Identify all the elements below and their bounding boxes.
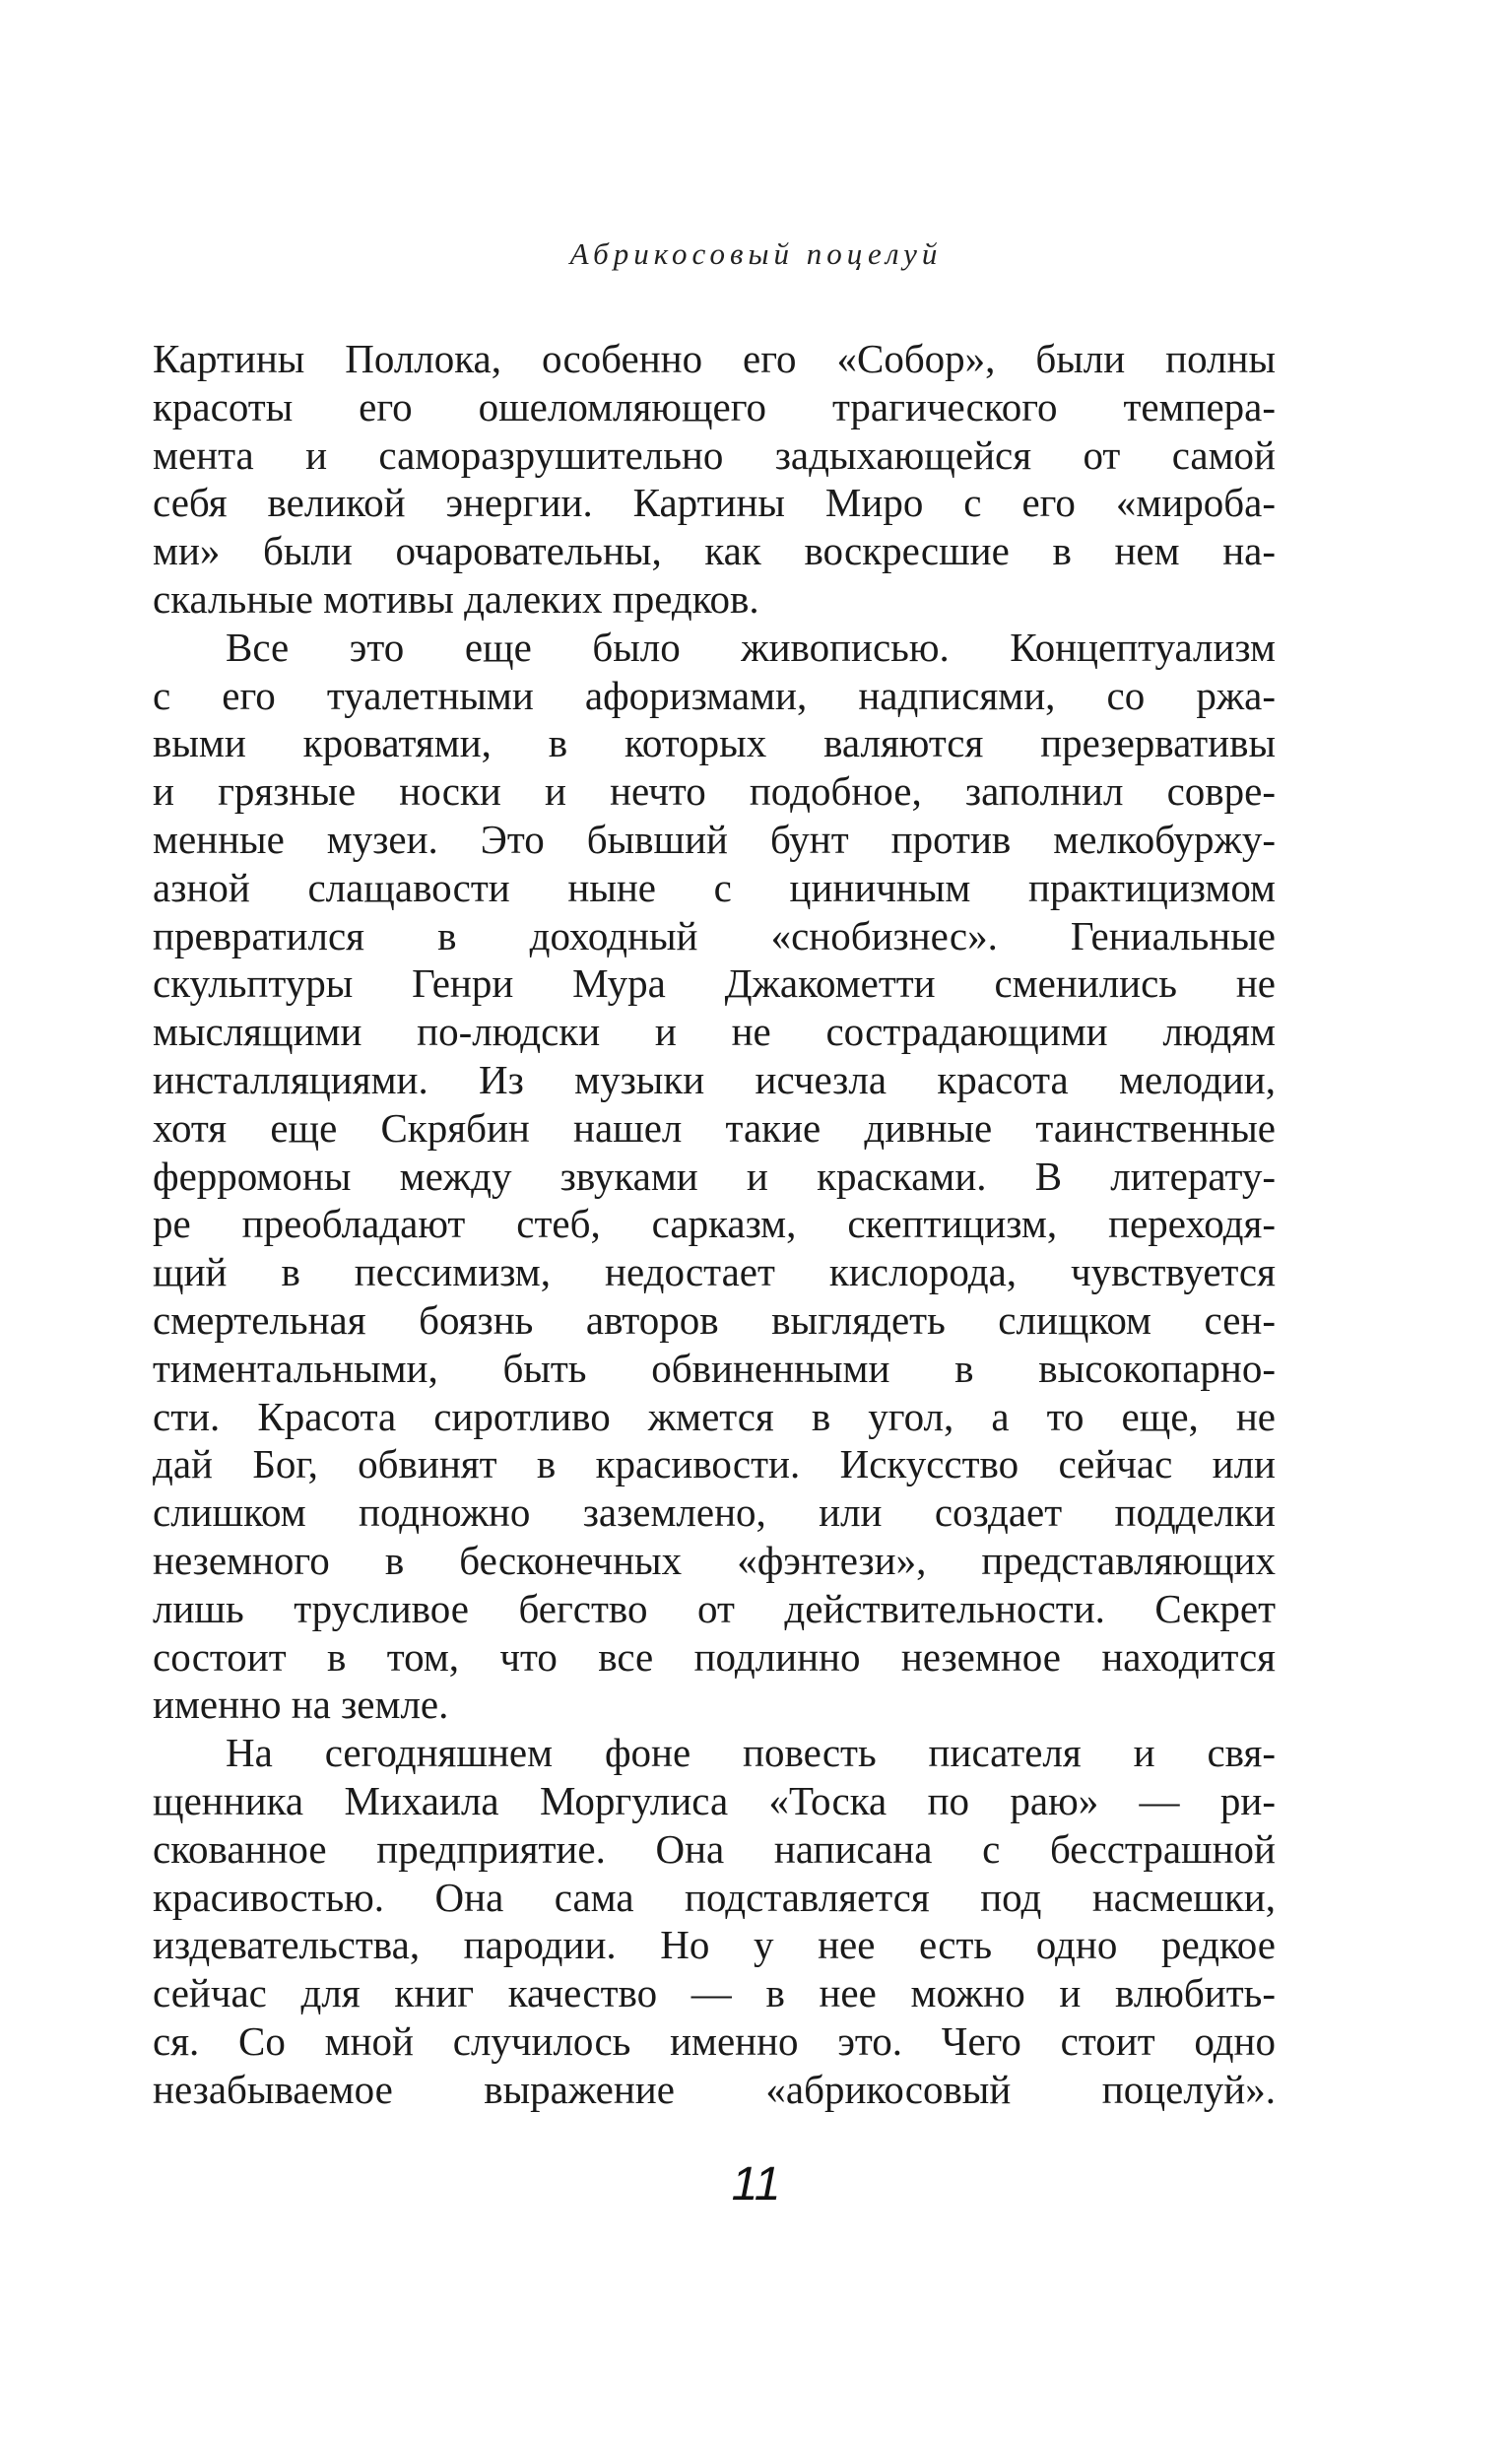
- text-line: хотя еще Скрябин нашел такие дивные таинственные: [153, 1104, 1276, 1151]
- text-line: скульптуры Генри Мура Джакометти сменились не: [153, 960, 1276, 1007]
- text-line: красоты его ошеломляющего трагического темпера-: [153, 383, 1276, 429]
- text-line: азной слащавости ныне с циничным практицизмом: [153, 864, 1276, 910]
- text-line: лишь трусливое бегство от действительности. Секрет: [153, 1585, 1276, 1631]
- text-line: слишком подножно заземлено, или создает подделки: [153, 1489, 1276, 1536]
- text-line: щенника Михаила Моргулиса «Тоска по раю» — ри-: [153, 1777, 1276, 1823]
- text-line: издевательства, пародии. Но у нее есть одно редкое: [153, 1922, 1276, 1968]
- text-line: выми кроватями, в которых валяются презервативы: [153, 720, 1276, 766]
- text-line: ферромоны между звуками и красками. В литерату-: [153, 1153, 1276, 1199]
- text-line: красивостью. Она сама подставляется под насмешки,: [153, 1874, 1276, 1920]
- running-header-title: Абрикосовый поцелуй: [569, 236, 943, 271]
- text-line: именно на земле.: [153, 1682, 449, 1728]
- text-line: Картины Поллока, особенно его «Собор», были полны: [153, 336, 1276, 381]
- text-line: мыслящими по-людски и не сострадающими людям: [153, 1009, 1276, 1055]
- text-line: сти. Красота сиротливо жмется в угол, а то еще, не: [153, 1393, 1276, 1439]
- text-line: тиментальными, быть обвиненными в высокопарно-: [153, 1345, 1276, 1391]
- text-line: превратился в доходный «снобизнес». Гениальные: [153, 912, 1276, 958]
- text-line: менные музеи. Это бывший бунт против мелкобуржу-: [153, 816, 1276, 862]
- text-line: щий в пессимизм, недостает кислорода, чувствуется: [153, 1249, 1276, 1295]
- text-line: дай Бог, обвинят в красивости. Искусство сейчас или: [153, 1441, 1276, 1487]
- text-line-paragraph-start: Все это еще было живописью. Концептуализм: [226, 624, 1276, 670]
- page-number: 11: [731, 2158, 781, 2211]
- text-line-paragraph-start: На сегодняшнем фоне повесть писателя и свя-: [226, 1730, 1276, 1776]
- text-line: смертельная боязнь авторов выглядеть слищком сен-: [153, 1296, 1276, 1343]
- text-line: скованное предприятие. Она написана с бесстрашной: [153, 1825, 1276, 1872]
- body-text: [153, 335, 1276, 2113]
- text-line: с его туалетными афоризмами, надписями, со ржа-: [153, 672, 1276, 718]
- text-line: скальные мотивы далеких предков.: [153, 575, 759, 622]
- text-line: мента и саморазрушительно задыхающейся от самой: [153, 431, 1276, 478]
- text-line: незабываемое выражение «абрикосовый поцелуй».: [153, 2066, 1276, 2112]
- text-line: ми» были очаровательны, как воскресшие в нем на-: [153, 528, 1276, 574]
- text-line: инсталляциями. Из музыки исчезла красота мелодии,: [153, 1056, 1276, 1102]
- text-line: неземного в бесконечных «фэнтези», представляющих: [153, 1537, 1276, 1583]
- text-line: ся. Со мной случилось именно это. Чего стоит одно: [153, 2017, 1276, 2064]
- text-line: состоит в том, что все подлинно неземное находится: [153, 1633, 1276, 1680]
- text-line: и грязные носки и нечто подобное, заполнил совре-: [153, 768, 1276, 815]
- text-line: ре преобладают стеб, сарказм, скептицизм, переходя-: [153, 1201, 1276, 1247]
- text-line: сейчас для книг качество — в нее можно и влюбить-: [153, 1970, 1276, 2016]
- text-line: себя великой энергии. Картины Миро с его «мироба-: [153, 480, 1276, 526]
